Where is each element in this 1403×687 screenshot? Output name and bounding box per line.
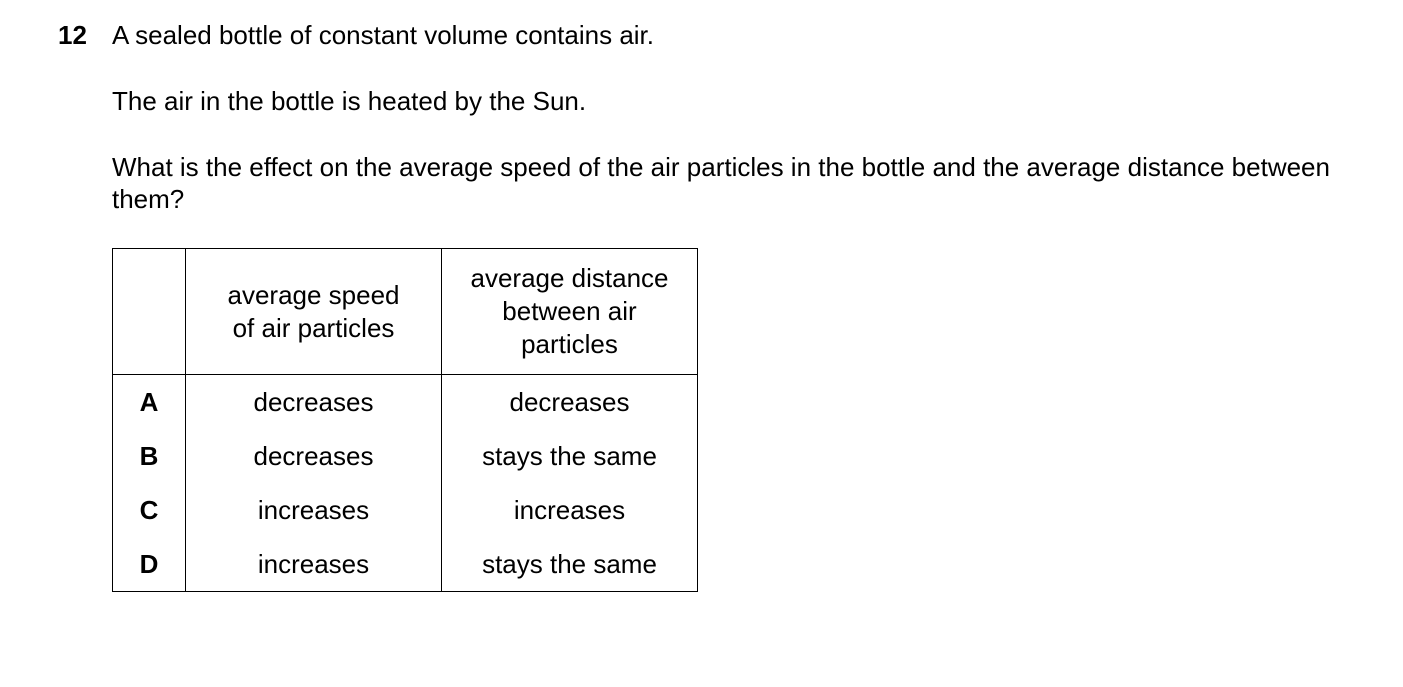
option-letter: D: [113, 537, 186, 592]
header-cell-distance: [442, 249, 698, 375]
option-speed: decreases: [186, 375, 442, 430]
header-cell-speed: [186, 249, 442, 375]
question-number: 12: [58, 20, 87, 50]
table-row: [113, 537, 698, 592]
table-row: [113, 483, 698, 537]
option-distance: decreases: [442, 375, 698, 430]
table-row: [113, 429, 698, 483]
question-text-line-3: What is the effect on the average speed of the air particles in the bottle and the average distance between them?: [112, 152, 1330, 214]
options-table: [112, 248, 698, 592]
option-letter: B: [113, 429, 186, 483]
question-text-line-2: The air in the bottle is heated by the Sun.: [112, 86, 587, 116]
header-distance-label: average distance between air particles: [470, 263, 669, 359]
option-letter: A: [113, 375, 186, 430]
table-header-row: [113, 249, 698, 375]
option-distance: increases: [442, 483, 698, 537]
table-row: [113, 375, 698, 430]
option-speed: increases: [186, 537, 442, 592]
header-speed-label: average speed of air particles: [227, 279, 400, 343]
question-text-line-1: A sealed bottle of constant volume contains air.: [112, 20, 655, 50]
option-distance: stays the same: [442, 429, 698, 483]
option-speed: decreases: [186, 429, 442, 483]
option-letter: C: [113, 483, 186, 537]
header-cell-letter: [113, 249, 186, 375]
option-speed: increases: [186, 483, 442, 537]
option-distance: stays the same: [442, 537, 698, 592]
